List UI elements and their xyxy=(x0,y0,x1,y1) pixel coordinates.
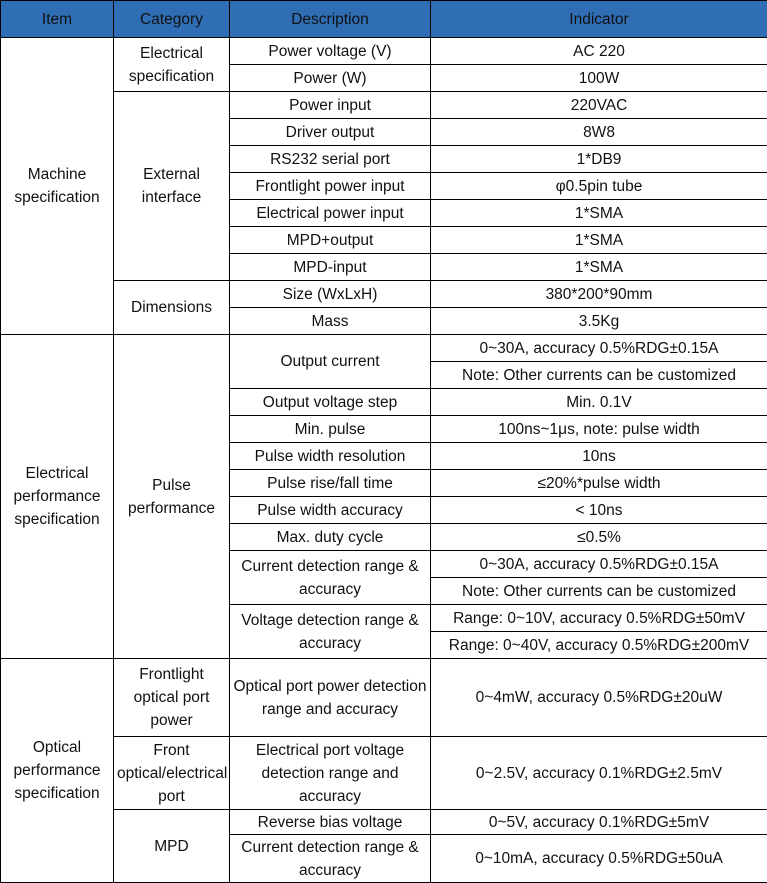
category-mpd: MPD xyxy=(114,810,230,883)
indicator-cell: φ0.5pin tube xyxy=(431,173,767,200)
indicator-cell: 1*SMA xyxy=(431,254,767,281)
description-cell: Output voltage step xyxy=(230,389,431,416)
indicator-cell: ≤20%*pulse width xyxy=(431,470,767,497)
description-cell: Pulse width accuracy xyxy=(230,497,431,524)
table-row xyxy=(1,335,767,362)
indicator-cell: Min. 0.1V xyxy=(431,389,767,416)
header-description: Description xyxy=(230,1,431,38)
header-category: Category xyxy=(114,1,230,38)
description-cell: Voltage detection range & accuracy xyxy=(230,605,431,659)
indicator-cell: < 10ns xyxy=(431,497,767,524)
indicator-cell: 0~30A, accuracy 0.5%RDG±0.15A xyxy=(431,551,767,578)
table-row xyxy=(1,737,767,810)
description-cell: Pulse width resolution xyxy=(230,443,431,470)
description-cell: Power voltage (V) xyxy=(230,38,431,65)
description-cell: Max. duty cycle xyxy=(230,524,431,551)
indicator-cell: 380*200*90mm xyxy=(431,281,767,308)
description-cell: MPD+output xyxy=(230,227,431,254)
indicator-cell: 3.5Kg xyxy=(431,308,767,335)
description-cell: Electrical power input xyxy=(230,200,431,227)
description-cell: Current detection range & accuracy xyxy=(230,835,431,883)
indicator-cell: 1*SMA xyxy=(431,227,767,254)
header-item: Item xyxy=(1,1,114,38)
indicator-cell: 10ns xyxy=(431,443,767,470)
table-row xyxy=(1,38,767,65)
description-cell: Electrical port voltage detection range and accuracy xyxy=(230,737,431,810)
table-row xyxy=(1,92,767,119)
description-cell: Pulse rise/fall time xyxy=(230,470,431,497)
description-cell: RS232 serial port xyxy=(230,146,431,173)
description-cell: Power input xyxy=(230,92,431,119)
indicator-cell: Range: 0~10V, accuracy 0.5%RDG±50mV xyxy=(431,605,767,632)
indicator-cell: 100W xyxy=(431,65,767,92)
indicator-cell: Note: Other currents can be customized xyxy=(431,362,767,389)
item-optical-performance: Optical performance specification xyxy=(1,659,114,883)
indicator-cell: 1*SMA xyxy=(431,200,767,227)
description-cell: Frontlight power input xyxy=(230,173,431,200)
description-cell: Driver output xyxy=(230,119,431,146)
table-row xyxy=(1,659,767,737)
table-row xyxy=(1,810,767,835)
indicator-cell: 0~2.5V, accuracy 0.1%RDG±2.5mV xyxy=(431,737,767,810)
category-frontlight-optical-port-power: Frontlight optical port power xyxy=(114,659,230,737)
indicator-cell: 100ns~1μs, note: pulse width xyxy=(431,416,767,443)
description-cell: Size (WxLxH) xyxy=(230,281,431,308)
indicator-cell: 1*DB9 xyxy=(431,146,767,173)
indicator-cell: 0~5V, accuracy 0.1%RDG±5mV xyxy=(431,810,767,835)
description-cell: Reverse bias voltage xyxy=(230,810,431,835)
indicator-cell: 8W8 xyxy=(431,119,767,146)
indicator-cell: Note: Other currents can be customized xyxy=(431,578,767,605)
description-cell: Mass xyxy=(230,308,431,335)
description-cell: Power (W) xyxy=(230,65,431,92)
description-cell: Min. pulse xyxy=(230,416,431,443)
description-cell: Optical port power detection range and accuracy xyxy=(230,659,431,737)
description-cell: MPD-input xyxy=(230,254,431,281)
header-indicator: Indicator xyxy=(431,1,767,38)
indicator-cell: ≤0.5% xyxy=(431,524,767,551)
item-electrical-performance: Electrical performance specification xyxy=(1,335,114,659)
description-cell: Output current xyxy=(230,335,431,389)
category-pulse-performance: Pulse performance xyxy=(114,335,230,659)
table-row xyxy=(1,281,767,308)
category-electrical-specification: Electrical specification xyxy=(114,38,230,92)
category-external-interface: External interface xyxy=(114,92,230,281)
header-row xyxy=(1,1,767,38)
indicator-cell: 220VAC xyxy=(431,92,767,119)
item-machine-specification: Machine specification xyxy=(1,38,114,335)
description-cell: Current detection range & accuracy xyxy=(230,551,431,605)
category-dimensions: Dimensions xyxy=(114,281,230,335)
indicator-cell: AC 220 xyxy=(431,38,767,65)
indicator-cell: 0~4mW, accuracy 0.5%RDG±20uW xyxy=(431,659,767,737)
indicator-cell: 0~30A, accuracy 0.5%RDG±0.15A xyxy=(431,335,767,362)
indicator-cell: 0~10mA, accuracy 0.5%RDG±50uA xyxy=(431,835,767,883)
category-front-optical-electrical-port: Front optical/electrical port xyxy=(114,737,230,810)
indicator-cell: Range: 0~40V, accuracy 0.5%RDG±200mV xyxy=(431,632,767,659)
